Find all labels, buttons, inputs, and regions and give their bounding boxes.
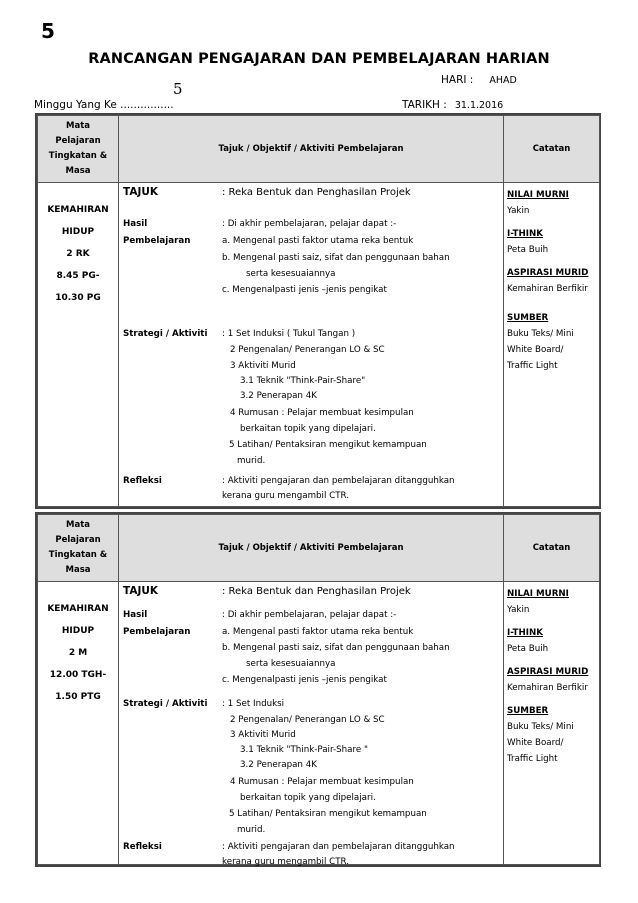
- strategi-sub-item: 3.2 Penerapan 4K: [240, 391, 317, 401]
- hasil-intro: : Di akhir pembelajaran, pelajar dapat :-: [222, 610, 397, 620]
- refleksi-text: kerana guru mengambil CTR.: [222, 491, 349, 501]
- hasil-intro: : Di akhir pembelajaran, pelajar dapat :-: [222, 219, 397, 229]
- lesson-content-cell: [119, 183, 504, 507]
- hari-label: HARI :: [441, 74, 474, 86]
- hari-value: AHAD: [489, 75, 517, 86]
- sumber-value: Traffic Light: [507, 754, 558, 764]
- aspirasi-label: ASPIRASI MURID: [507, 667, 589, 677]
- class-info-line: HIDUP: [61, 626, 95, 636]
- header-topic-cell: Tajuk / Objektif / Aktiviti Pembelajaran: [119, 515, 504, 582]
- hasil-label: Pembelajaran: [123, 627, 191, 637]
- hari-field: [441, 74, 517, 86]
- table-body-row: [38, 582, 600, 865]
- class-info-line: 10.30 PG: [55, 293, 101, 303]
- header-notes-cell: Catatan: [504, 116, 600, 183]
- class-info-line: HIDUP: [61, 227, 95, 237]
- strategi-item: 4 Rumusan : Pelajar membuat kesimpulan: [230, 777, 414, 787]
- hasil-label: Hasil: [123, 610, 148, 620]
- strategi-item-cont: berkaitan topik yang dipelajari.: [240, 793, 376, 803]
- sumber-value: White Board/: [507, 738, 564, 748]
- header-notes-cell: Catatan: [504, 515, 600, 582]
- strategi-item: 5 Latihan/ Pentaksiran mengikut kemampuan: [229, 809, 427, 819]
- hasil-item: c. Mengenalpasti jenis –jenis pengikat: [222, 285, 387, 295]
- header-subject-line: Masa: [65, 166, 91, 176]
- aspirasi-label: ASPIRASI MURID: [507, 268, 589, 278]
- aspirasi-value: Kemahiran Berfikir: [507, 284, 588, 294]
- nilai-murni-label: NILAI MURNI: [507, 589, 569, 599]
- class-info-line: KEMAHIRAN: [47, 604, 109, 614]
- strategi-sub-item: 3.2 Penerapan 4K: [240, 760, 317, 770]
- nilai-murni-value: Yakin: [507, 605, 530, 615]
- lesson-plan-table-1: [35, 113, 601, 509]
- sumber-value: Buku Teks/ Mini: [507, 722, 574, 732]
- hasil-item-cont: serta kesesuaiannya: [246, 659, 336, 669]
- table-header-row: [38, 116, 600, 183]
- table-header-row: [38, 515, 600, 582]
- strategi-item: 3 Aktiviti Murid: [230, 361, 296, 371]
- minggu-label: Minggu Yang Ke ................: [34, 99, 174, 111]
- header-subject-line: Pelajaran: [55, 136, 101, 146]
- hasil-item: b. Mengenal pasti saiz, sifat dan penggunaan bahan: [222, 253, 450, 263]
- hasil-item-cont: serta kesesuaiannya: [246, 269, 336, 279]
- refleksi-label: Refleksi: [123, 476, 162, 486]
- ithink-label: I-THINK: [507, 229, 543, 239]
- nilai-murni-value: Yakin: [507, 206, 530, 216]
- lesson-plan-table-2: [35, 512, 601, 867]
- tajuk-label: TAJUK: [123, 186, 159, 198]
- strategi-item: 5 Latihan/ Pentaksiran mengikut kemampuan: [229, 440, 427, 450]
- nilai-murni-label: NILAI MURNI: [507, 190, 569, 200]
- tarikh-field: [402, 99, 503, 111]
- hasil-item: a. Mengenal pasti faktor utama reka bentuk: [222, 627, 414, 637]
- hasil-item: c. Mengenalpasti jenis –jenis pengikat: [222, 675, 387, 685]
- strategi-item-cont: murid.: [237, 456, 266, 466]
- minggu-value: 5: [173, 80, 183, 98]
- hasil-item: b. Mengenal pasti saiz, sifat dan penggunaan bahan: [222, 643, 450, 653]
- hasil-label: Hasil: [123, 219, 148, 229]
- strategi-item: 3 Aktiviti Murid: [230, 730, 296, 740]
- tajuk-value: : Reka Bentuk dan Penghasilan Projek: [222, 586, 411, 597]
- header-subject-line: Tingkatan &: [48, 151, 108, 161]
- refleksi-label: Refleksi: [123, 842, 162, 852]
- notes-cell: [504, 582, 600, 865]
- sumber-label: SUMBER: [507, 313, 549, 323]
- lesson-content-cell: [119, 582, 504, 865]
- sumber-value: White Board/: [507, 345, 564, 355]
- tajuk-label: TAJUK: [123, 585, 159, 597]
- header-topic-cell: Tajuk / Objektif / Aktiviti Pembelajaran: [119, 116, 504, 183]
- class-info-cell: [38, 183, 119, 507]
- tarikh-label: TARIKH :: [402, 99, 447, 111]
- document-title: RANCANGAN PENGAJARAN DAN PEMBELAJARAN HARIAN: [88, 51, 550, 67]
- strategi-item: : 1 Set Induksi ( Tukul Tangan ): [222, 329, 356, 339]
- ithink-value: Peta Buih: [507, 644, 549, 654]
- header-subject-line: Mata: [66, 121, 90, 131]
- header-subject-line: Mata: [66, 520, 90, 530]
- refleksi-text: : Aktiviti pengajaran dan pembelajaran ditangguhkan: [222, 476, 455, 486]
- tarikh-value: 31.1.2016: [454, 100, 504, 111]
- table-body-row: [38, 183, 600, 507]
- header-subject-line: Masa: [65, 565, 91, 575]
- class-info-cell: [38, 582, 119, 865]
- header-subject-cell: [38, 515, 119, 582]
- header-subject-line: Pelajaran: [55, 535, 101, 545]
- class-info-line: 12.00 TGH-: [49, 670, 107, 680]
- strategi-item: 2 Pengenalan/ Penerangan LO & SC: [230, 715, 385, 725]
- class-info-line: KEMAHIRAN: [47, 205, 109, 215]
- refleksi-text: kerana guru mengambil CTR.: [222, 857, 349, 867]
- strategi-item-cont: murid.: [237, 825, 266, 835]
- aspirasi-value: Kemahiran Berfikir: [507, 683, 588, 693]
- strategi-item: 4 Rumusan : Pelajar membuat kesimpulan: [230, 408, 414, 418]
- header-subject-line: Tingkatan &: [48, 550, 108, 560]
- refleksi-text: : Aktiviti pengajaran dan pembelajaran ditangguhkan: [222, 842, 455, 852]
- class-info-line: 1.50 PTG: [55, 692, 101, 702]
- ithink-label: I-THINK: [507, 628, 543, 638]
- class-info-line: 2 M: [68, 648, 88, 658]
- strategi-item: : 1 Set Induksi: [222, 699, 285, 709]
- header-subject-cell: [38, 116, 119, 183]
- ithink-value: Peta Buih: [507, 245, 549, 255]
- sumber-label: SUMBER: [507, 706, 549, 716]
- notes-cell: [504, 183, 600, 507]
- strategi-item-cont: berkaitan topik yang dipelajari.: [240, 424, 376, 434]
- strategi-sub-item: 3.1 Teknik "Think-Pair-Share ": [240, 745, 368, 755]
- strategi-label: Strategi / Aktiviti: [123, 329, 208, 339]
- strategi-label: Strategi / Aktiviti: [123, 699, 208, 709]
- strategi-item: 2 Pengenalan/ Penerangan LO & SC: [230, 345, 385, 355]
- sumber-value: Traffic Light: [507, 361, 558, 371]
- class-info-line: 2 RK: [66, 249, 90, 259]
- class-info-line: 8.45 PG-: [56, 271, 100, 281]
- sumber-value: Buku Teks/ Mini: [507, 329, 574, 339]
- hasil-label: Pembelajaran: [123, 236, 191, 246]
- tajuk-value: : Reka Bentuk dan Penghasilan Projek: [222, 187, 411, 198]
- page-number: 5: [41, 19, 55, 43]
- strategi-sub-item: 3.1 Teknik "Think-Pair-Share": [240, 376, 366, 386]
- hasil-item: a. Mengenal pasti faktor utama reka bentuk: [222, 236, 414, 246]
